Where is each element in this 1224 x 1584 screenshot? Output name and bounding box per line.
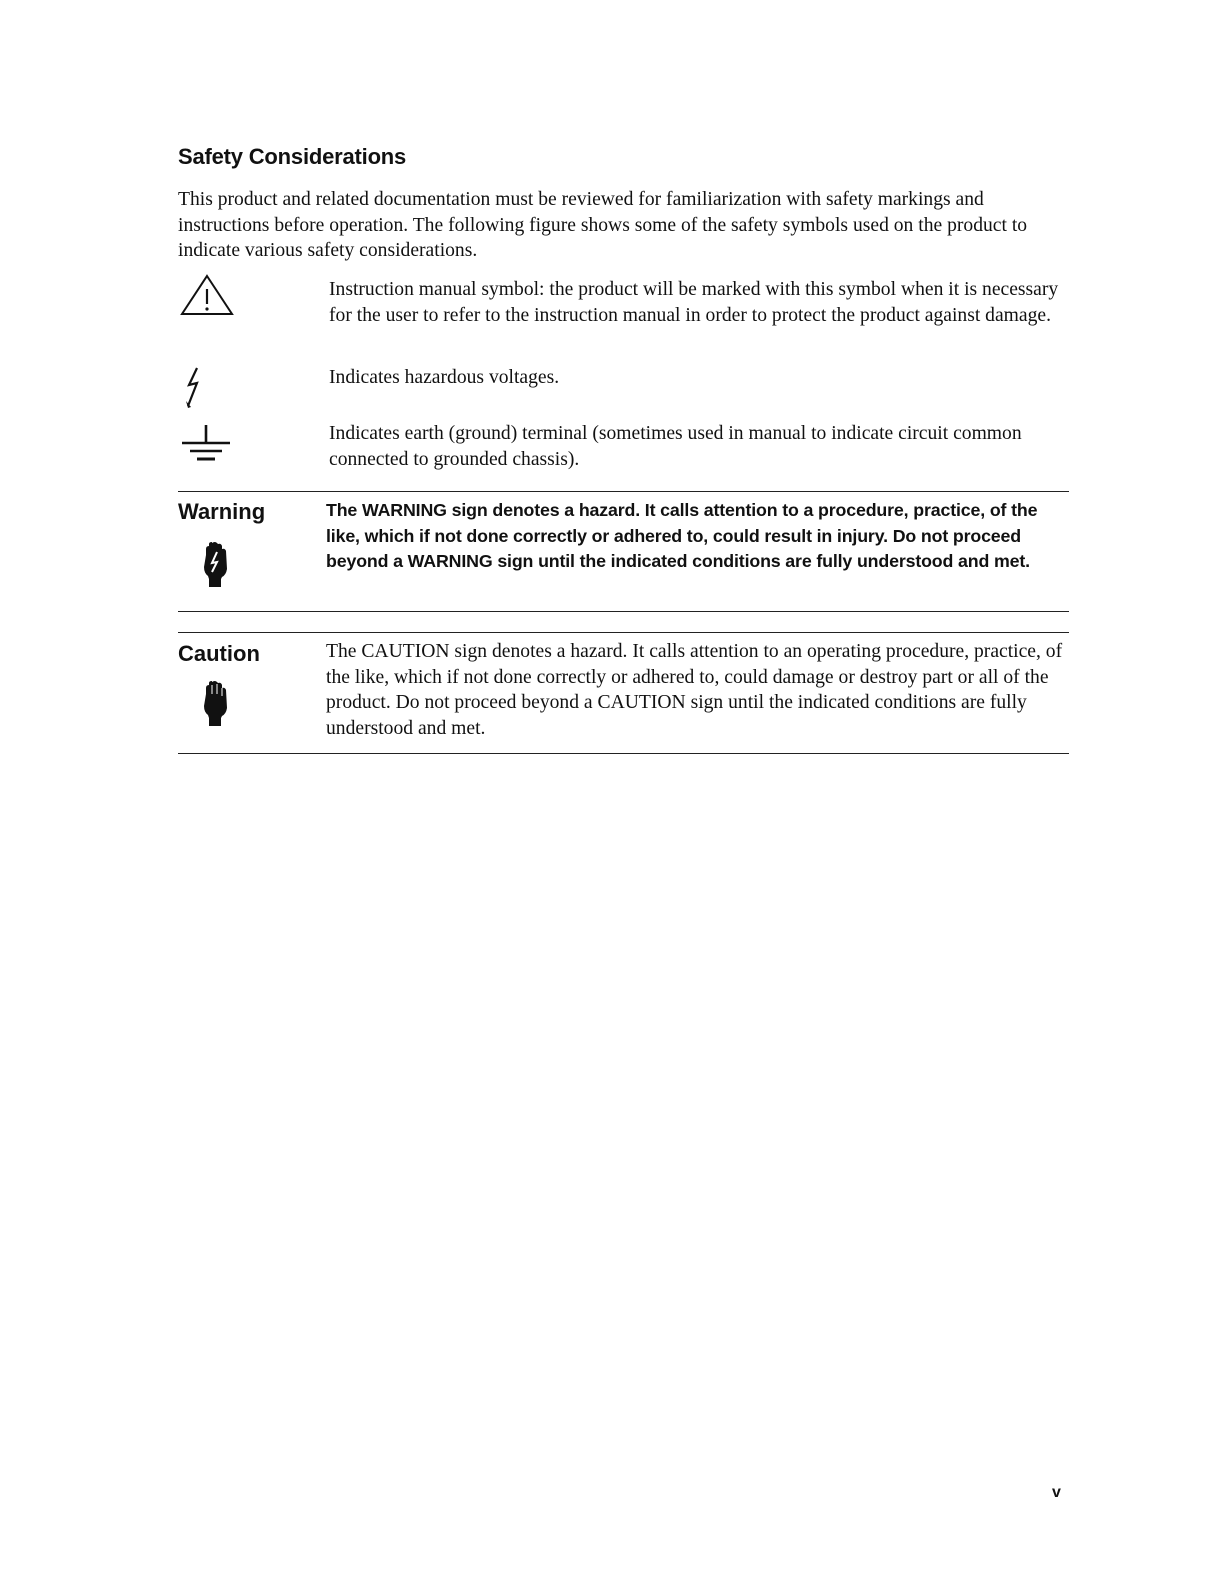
warning-triangle-icon (180, 274, 234, 318)
symbol-description: Instruction manual symbol: the product will be marked with this symbol when it is necessary for the user to refer to the instruction manual in order to protect the product against damage. (329, 279, 1059, 326)
caution-top-rule (178, 632, 1069, 633)
earth-ground-icon (180, 423, 234, 467)
symbol-description: Indicates earth (ground) terminal (sometimes used in manual to indicate circuit common connected to grounded chassis). (329, 423, 1022, 470)
caution-bottom-rule (178, 753, 1069, 754)
warning-bottom-rule (178, 611, 1069, 612)
warning-top-rule (178, 491, 1069, 492)
section-title: Safety Considerations (178, 144, 407, 169)
caution-text: The CAUTION sign denotes a hazard. It calls attention to an operating procedure, practice, of the like, which if not done correctly or adhered to, could damage or destroy part or all of the product. Do not proceed beyond a CAUTION sign until the indicated conditions are fully understood and met. (326, 641, 1063, 739)
page-number: v (1052, 1484, 1061, 1501)
warning-label: Warning (178, 499, 266, 524)
symbol-description: Indicates hazardous voltages. (329, 367, 560, 388)
hand-lightning-icon (201, 541, 231, 589)
intro-paragraph: This product and related documentation must be reviewed for familiarization with safety markings and instructions before operation. The following figure shows some of the safety symbols used on the product to indicate various safety considerations. (178, 189, 1028, 261)
lightning-bolt-icon (184, 367, 204, 409)
warning-text: The WARNING sign denotes a hazard. It calls attention to a procedure, practice, of the like, which if not done correctly or adhered to, could result in injury. Do not proceed beyond a WARNING sign until the indicated conditions are fully understood and met. (326, 500, 1038, 571)
hand-stop-icon (201, 680, 231, 728)
caution-label: Caution (178, 641, 260, 666)
